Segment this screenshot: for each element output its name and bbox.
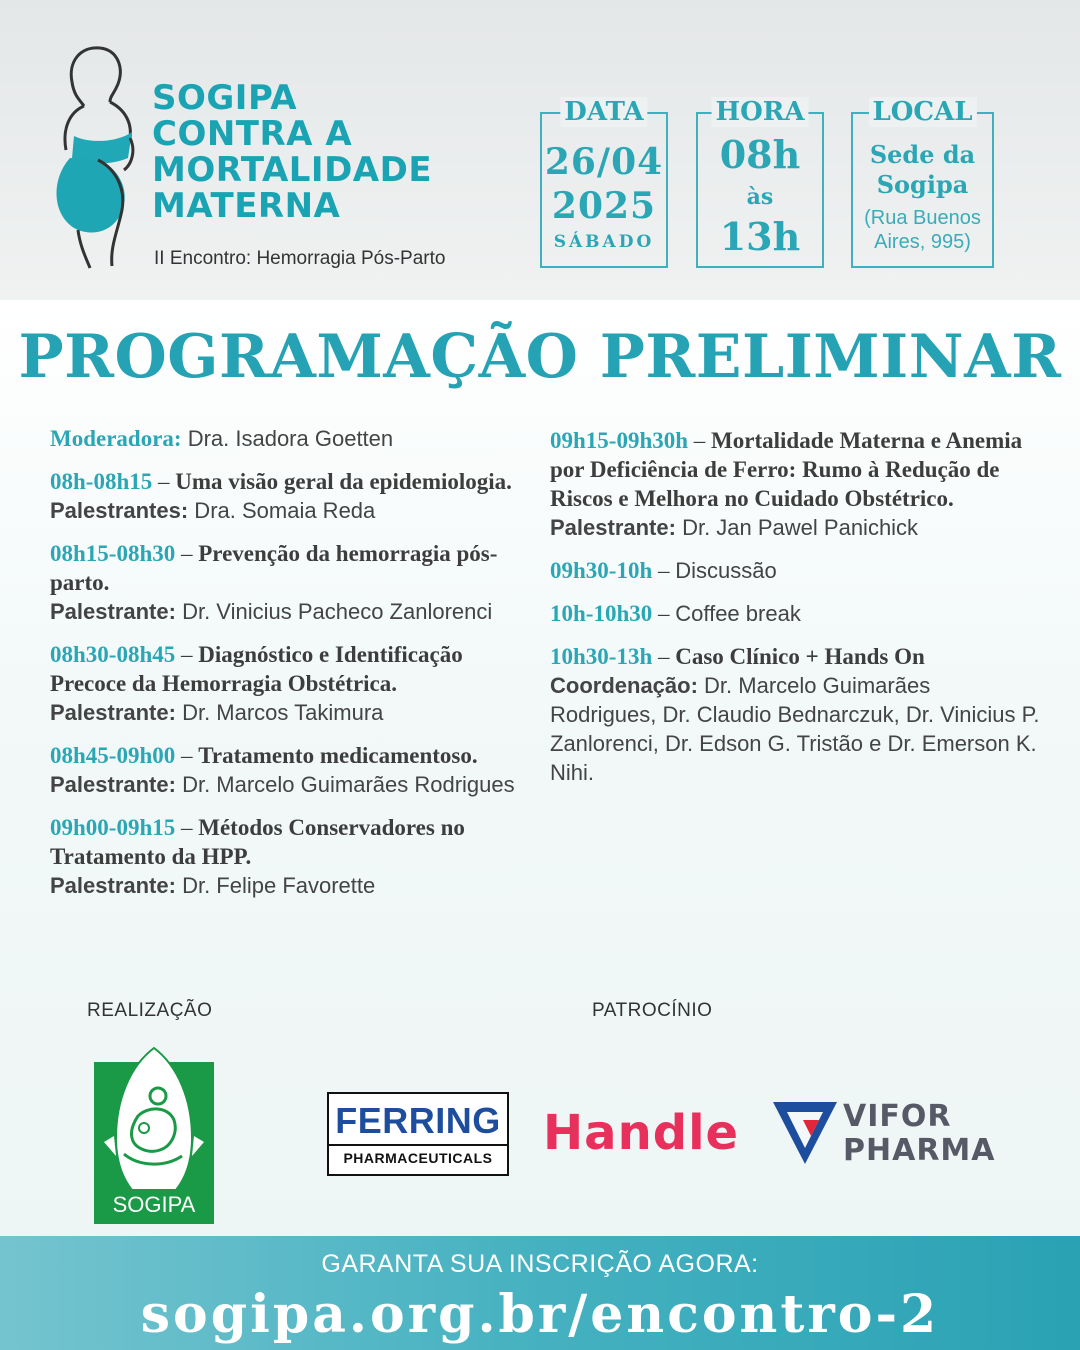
handle-logo: Handle [543,1105,740,1161]
location-address [853,206,992,254]
realizacao-label: REALIZAÇÃO [87,1000,213,1021]
date-year: 2025 [551,185,657,227]
speaker-label: Palestrante: [50,700,176,725]
program-item [50,741,540,799]
ferring-subtitle: PHARMACEUTICALS [343,1150,493,1166]
ferring-logo [327,1092,509,1176]
date-value [542,140,666,228]
location-box [851,97,994,268]
item-time: 08h-08h15 [50,469,153,494]
location-name-line: Sogipa [876,170,969,199]
event-title-line: SOGIPA [152,78,298,118]
event-title-line: MORTALIDADE [152,150,433,190]
location-address-line: (Rua Buenos [864,207,981,229]
event-title-line: CONTRA A [152,114,353,154]
program-item [50,813,540,900]
vifor-line: VIFOR [843,1099,952,1134]
program-item [550,426,1040,542]
speaker-name: Dr. Marcos Takimura [175,700,384,725]
item-time: 09h00-09h15 [50,815,176,840]
program-item [550,556,1040,585]
time-box [696,97,824,268]
moderator [50,424,540,453]
speaker-name: Dr. Marcelo Guimarães Rodrigues [175,772,515,797]
item-dash: – [688,428,712,453]
item-topic: Diagnóstico e Identificação Precoce da Hemorragia Obstétrica. [50,642,463,696]
item-time: 08h15-08h30 [50,541,176,566]
sogipa-logo [94,1046,214,1224]
location-address-line: Aires, 995) [874,231,971,253]
item-dash: – [175,642,199,667]
pregnant-woman-icon [40,40,150,270]
program-item [50,467,540,525]
coordination-names: Dr. Marcelo Guimarães Rodrigues, Dr. Claudio Bednarczuk, Dr. Vinicius P. Zanlorenci, Dr. Edson G. Tristão e Dr. Emerson K. Nihi. [550,673,1040,785]
item-time: 08h45-09h00 [50,743,176,768]
moderator-label: Moderadora: [50,426,182,451]
speaker-label: Palestrante: [50,599,176,624]
item-dash: – [652,558,676,583]
item-time: 10h30-13h [550,644,653,669]
time-start: 08h [719,132,801,177]
sogipa-logo-text: SOGIPA [112,1192,196,1217]
speaker-label: Palestrante: [50,772,176,797]
footer-banner [0,1236,1080,1350]
speaker-name: Dr. Felipe Favorette [175,873,376,898]
speaker-label: Palestrante: [50,873,176,898]
item-dash: – [175,815,199,840]
moderator-name: Dra. Isadora Goetten [181,426,394,451]
location-label: LOCAL [868,97,976,127]
program-item [50,539,540,626]
location-name-line: Sede da [869,140,976,169]
program-item [550,642,1040,787]
location-name [853,140,992,200]
date-label: DATA [560,97,647,127]
item-dash: – [175,743,199,768]
time-connector: às [746,184,774,210]
event-subtitle: II Encontro: Hemorragia Pós-Parto [154,248,446,269]
program-item [50,640,540,727]
item-text: Coffee break [675,601,801,626]
patrocinio-label: PATROCÍNIO [592,1000,713,1021]
item-topic: Prevenção da hemorragia pós-parto. [50,541,498,595]
ferring-wordmark: FERRING [335,1100,501,1141]
vifor-line: PHARMA [843,1133,996,1168]
coordination-label: Coordenação: [550,673,698,698]
vifor-wordmark [843,1100,995,1168]
item-time: 09h30-10h [550,558,653,583]
program-title: PROGRAMAÇÃO PRELIMINAR [18,322,1062,392]
item-text: Discussão [675,558,777,583]
event-title [152,80,432,224]
item-dash: – [152,469,176,494]
program-right-column [550,426,1040,801]
speaker-name: Dra. Somaia Reda [188,498,376,523]
item-topic: Tratamento medicamentoso. [198,743,478,768]
item-time: 08h30-08h45 [50,642,176,667]
item-dash: – [652,601,676,626]
speaker-label: Palestrantes: [50,498,189,523]
item-dash: – [652,644,676,669]
program-item [550,599,1040,628]
speaker-label: Palestrante: [550,515,676,540]
weekday: SÁBADO [553,232,655,252]
item-dash: – [175,541,199,566]
time-label: HORA [712,97,809,127]
registration-link[interactable]: sogipa.org.br/encontro-2 [140,1284,940,1345]
item-topic: Caso Clínico + Hands On [675,644,925,669]
ferring-divider [329,1144,507,1146]
footer-cta: GARANTA SUA INSCRIÇÃO AGORA: [321,1250,759,1278]
speaker-name: Dr. Jan Pawel Panichick [675,515,919,540]
program-left-column [50,424,540,914]
item-topic: Métodos Conservadores no Tratamento da HPP. [50,815,465,869]
date-box [540,97,668,268]
item-topic: Uma visão geral da epidemiologia. [175,469,512,494]
vifor-triangle-icon [773,1100,837,1166]
speaker-name: Dr. Vinicius Pacheco Zanlorenci [175,599,493,624]
vifor-pharma-logo [773,1099,996,1170]
event-title-line: MATERNA [152,186,341,226]
item-time: 09h15-09h30h [550,428,689,453]
item-topic: Mortalidade Materna e Anemia por Deficiência de Ferro: Rumo à Redução de Riscos e Melhora no Cuidado Obstétrico. [550,428,1023,511]
date-day-month: 26/04 [544,141,664,183]
item-time: 10h-10h30 [550,601,653,626]
time-end: 13h [719,214,801,259]
